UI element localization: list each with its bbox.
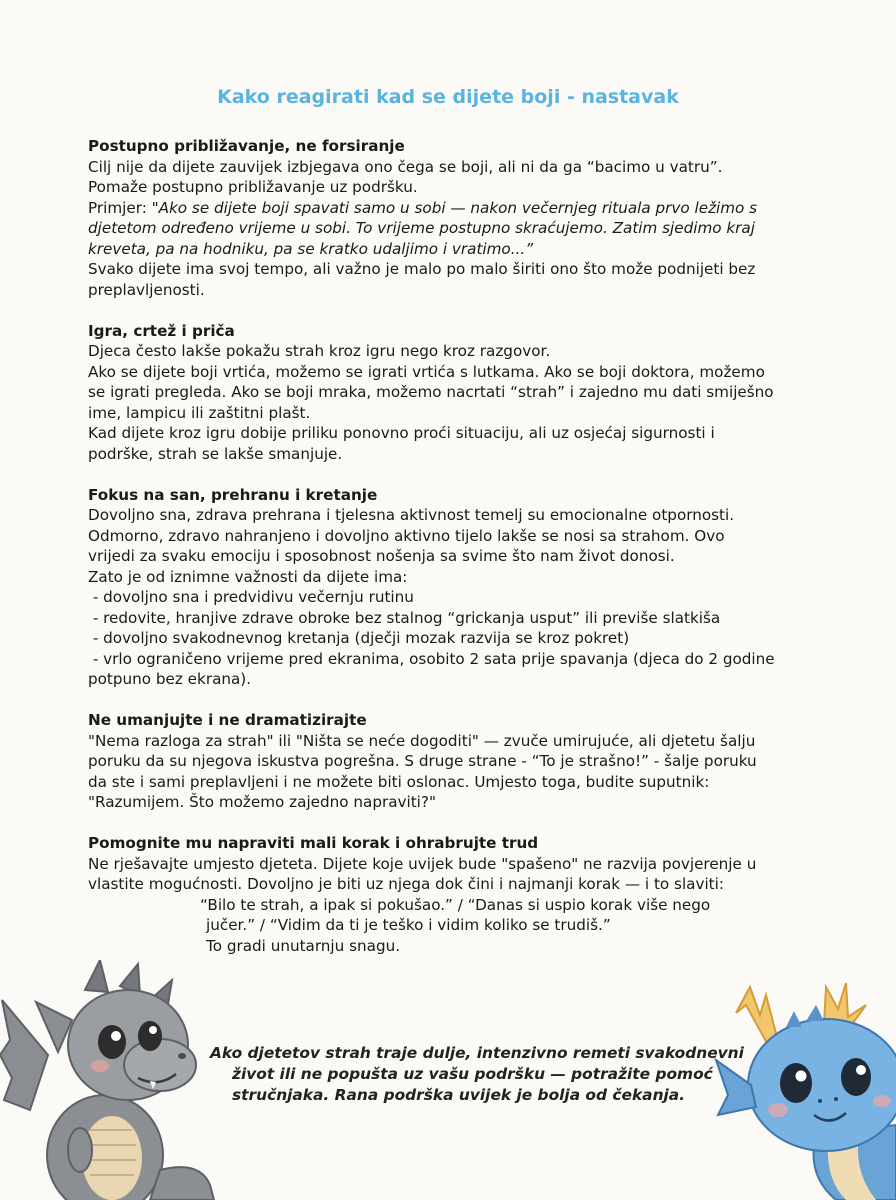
list-item: - dovoljno sna i predvidivu večernju rutinu	[88, 588, 414, 606]
paragraph-line: Odmorno, zdravo nahranjeno i dovoljno aktivno tijelo lakše se nosi sa strahom. Ovo	[88, 526, 725, 545]
section-play-drawing-story	[88, 321, 818, 465]
paragraph-line: Ne rješavajte umjesto djeteta. Dijete koje uvijek bude "spašeno" ne razvija povjerenje u	[88, 854, 757, 873]
section-heading: Igra, crtež i priča	[88, 321, 235, 340]
quote-line: “Bilo te strah, a ipak si pokušao.” / “Danas si uspio korak više nego	[200, 895, 711, 914]
example-text: kreveta, pa na hodniku, pa se kratko udaljimo i vratimo...”	[88, 239, 534, 258]
paragraph-line: "Razumijem. Što možemo zajedno napraviti?"	[88, 793, 436, 811]
final-note-line: život ili ne popušta uz vašu podršku — potražite pomoć	[232, 1065, 713, 1083]
paragraph-line: vrijedi za svaku emociju i sposobnost nošenja sa svime što nam život donosi.	[88, 547, 675, 565]
paragraph-line: Djeca često lakše pokažu strah kroz igru nego kroz razgovor.	[88, 342, 551, 360]
quote-line: jučer.” / “Vidim da ti je teško i vidim koliko se trudiš.”	[206, 916, 611, 934]
example-text: Ako se dijete boji spavati samo u sobi — nakon večernjeg rituala prvo ležimo s	[158, 198, 758, 217]
example-line	[88, 218, 818, 239]
section-heading: Postupno približavanje, ne forsiranje	[88, 137, 405, 155]
section-heading: Ne umanjujte i ne dramatizirajte	[88, 711, 367, 729]
paragraph-line: preplavljenosti.	[88, 280, 205, 299]
final-note-line: Ako djetetov strah traje dulje, intenzivno remeti svakodnevni	[210, 1044, 744, 1062]
list-item: - dovoljno svakodnevnog kretanja (dječji mozak razvija se kroz pokret)	[88, 629, 630, 647]
example-line	[88, 239, 818, 260]
paragraph-line: da ste i sami preplavljeni i ne možete biti oslonac. Umjesto toga, budite suputnik:	[88, 772, 710, 791]
list-item: potpuno bez ekrana).	[88, 670, 252, 688]
paragraph-line: se igrati pregleda. Ako se boji mraka, možemo nacrtati “strah” i zajedno mu dati smiješno	[88, 383, 774, 401]
section-heading: Fokus na san, prehranu i kretanje	[88, 485, 378, 504]
list-item: - redovite, hranjive zdrave obroke bez stalnog “grickanja usput” ili previše slatkiša	[88, 608, 721, 627]
paragraph-line: Kad dijete kroz igru dobije priliku ponovno proći situaciju, ali uz osjećaj sigurnosti i	[88, 424, 715, 442]
list-item: - vrlo ograničeno vrijeme pred ekranima, osobito 2 sata prije spavanja (djeca do 2 godine	[88, 649, 775, 668]
encouragement-quotes	[88, 895, 818, 957]
grey-dragon-illustration	[0, 960, 215, 1200]
paragraph-line: Cilj nije da dijete zauvijek izbjegava ono čega se boji, ali ni da ga “bacimo u vatru”.	[88, 157, 723, 176]
page-title: Kako reagirati kad se dijete boji - nastavak	[217, 86, 679, 108]
section-gradual-approach	[88, 136, 818, 300]
paragraph-line: Pomaže postupno približavanje uz podršku.	[88, 178, 418, 196]
paragraph-line: Dovoljno sna, zdrava prehrana i tjelesna aktivnost temelj su emocionalne otpornosti.	[88, 506, 735, 524]
section-heading: Pomognite mu napraviti mali korak i ohrabrujte trud	[88, 834, 539, 852]
section-small-step	[88, 833, 818, 956]
blue-dragon-illustration	[706, 975, 896, 1200]
content	[88, 136, 818, 977]
final-note	[210, 1043, 744, 1106]
paragraph-line: Ako se dijete boji vrtića, možemo se igrati vrtića s lutkama. Ako se boji doktora, možemo	[88, 362, 765, 381]
section-sleep-food-movement	[88, 485, 818, 690]
quote-line: To gradi unutarnju snagu.	[206, 936, 401, 955]
paragraph-line: "Nema razloga za strah" ili "Ništa se neće dogoditi" — zvuče umirujuće, ali djetetu šalju	[88, 731, 756, 750]
paragraph-line: poruku da su njegova iskustva pogrešna. S druge strane - “To je strašno!” - šalje poruku	[88, 752, 757, 770]
paragraph-line: ime, lampicu ili zaštitni plašt.	[88, 403, 311, 422]
paragraph-line: podrške, strah se lakše smanjuje.	[88, 444, 343, 463]
paragraph-line: Zato je od iznimne važnosti da dijete ima:	[88, 567, 408, 586]
final-note-line: stručnjaka. Rana podrška uvijek je bolja od čekanja.	[232, 1086, 686, 1104]
example-prefix: Primjer: "	[88, 198, 159, 217]
example-line	[88, 198, 818, 219]
section-dont-minimize	[88, 710, 818, 813]
paragraph-line: vlastite mogućnosti. Dovoljno je biti uz njega dok čini i najmanji korak — i to slaviti:	[88, 875, 724, 893]
example-text: djetetom određeno vrijeme u sobi. To vrijeme postupno skraćujemo. Zatim sjedimo kraj	[88, 219, 755, 237]
paragraph-line: Svako dijete ima svoj tempo, ali važno je malo po malo širiti ono što može podnijeti bez	[88, 260, 756, 278]
